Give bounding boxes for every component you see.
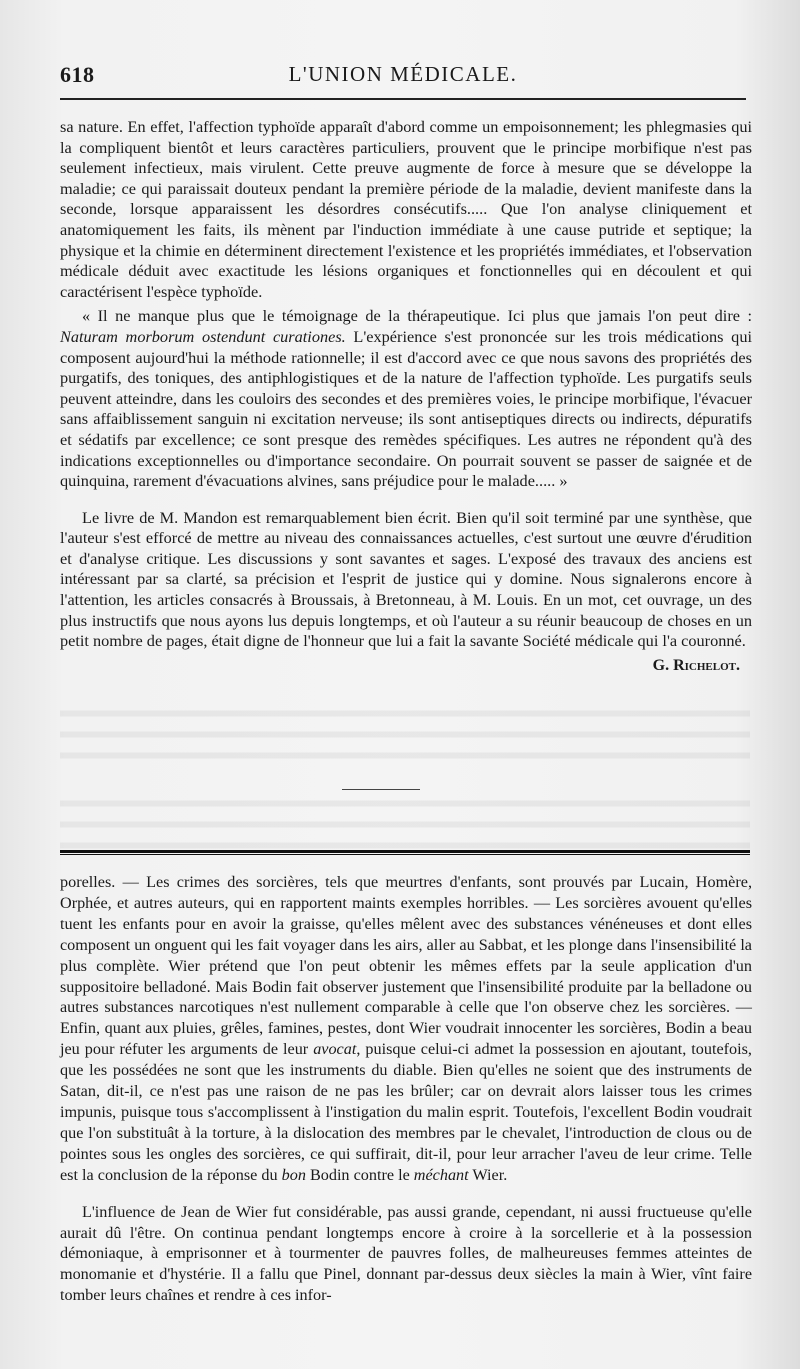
feuilleton-article [60,872,752,1306]
quote-opening: « Il ne manque plus que le témoignage de la thérapeutique. Ici plus que jamais l'on peut dire : [82,306,752,326]
quote-rest: L'expérience s'est prononcée sur les trois médications qui composent aujourd'hui la méthode rationnelle; il est d'accord avec ce que nous savons des propriétés des purgatifs, des toniques, des antiphlogistiques et de la nature de l'affection typhoïde. Les purgatifs seuls peuvent atteindre, dans les couloirs des secondes et des premières voies, le principe morbifique, l'évacuer sans affaiblissement sanguin ni excitation nerveuse; ils sont antiseptiques directs ou indirects, dépuratifs et sédatifs par excellence; ce sont presque des remèdes spécifiques. Les autres ne répondent qu'à des indications exceptionnelles ou d'importance secondaire. On pourrait souvent se passer de saignée et de quinquina, rarement d'évacuations alvines, sans préjudice pour le malade..... » [60,326,752,491]
paragraph-review-conclusion: Le livre de M. Mandon est remarquablement bien écrit. Bien qu'il soit terminé par une synthèse, que l'auteur s'est efforcé de mettre au niveau des connaissances actuelles, c'est surtout une œuvre d'érudition et d'analyse critique. Les discussions y sont savantes et sages. L'exposé des travaux des anciens est intéressant par sa clarté, sa précision et l'esprit de justice qui y domine. Nous signalerons encore à l'attention, les articles consacrés à Broussais, à Bretonneau, à M. Louis. En un mot, cet ouvrage, un des plus instructifs que nous ayons lus depuis longtemps, et où l'auteur a su réunir beaucoup de choses en un petit nombre de pages, était digne de l'honneur que lui a fait la savante Société médicale qui l'a couronné. [60,507,752,651]
paragraph-typhoid-nature: sa nature. En effet, l'affection typhoïde apparaît d'abord comme un empoisonnement; les phlegmasies qui la compliquent bientôt et leurs caractères particuliers, prouvent que le principe morbifique n'est pas seulement infectieux, mais virulent. Cette preuve augmente de force à mesure que se développe la maladie; ce qui paraissait douteux pendant la première période de la maladie, devient manifeste dans la seconde, lorsque apparaissent les désordres consécutifs..... Que l'on analyse cliniquement et anatomiquement les faits, ils mènent par l'induction immédiate à une cause putride et septique; la physique et la chimie en déterminent directement l'existence et les propriétés immédiates, et l'observation médicale déduit avec exactitude les lésions organiques et fonctionnelles qui en découlent et qui caractérisent l'espèce typhoïde. [60,117,752,301]
feuilleton-rule [60,850,750,855]
italic-word-mechant: méchant [413,1165,469,1184]
quote-italic: Naturam morborum ostendunt curationes. [60,326,346,346]
text-segment: , puisque celui-ci admet la possession en ajoutant, toutefois, que les possédées ne sont que les instruments du diable. Bien qu'elles ne soient que des instruments de Satan, dit-il, ce n'est pas une raison de ne pas les brûler; car on devrait alors laisser tous les crimes impunis, puisque tous s'accomplissent à l'instigation du malin esprit. Toutefois, l'excellent Bodin voudrait que l'on substituât à la torture, à la dislocation des membres par le chevalet, l'introduction de clous ou de pointes sous les ongles des sorcières, ce qui suffirait, dit-il, pour leur arracher l'aveu de leur crime. Telle est la conclusion de la réponse du [60,1040,752,1184]
author-signature: G. Richelot. [652,656,740,674]
text-segment: porelles. — Les crimes des sorcières, tels que meurtres d'enfants, sont prouvés par Lucain, Homère, Orphée, et autres auteurs, qui en rapportent maints exemples horribles. — Les sorcières avouent qu'elles tuent les enfants pour en avoir la graisse, qu'elles mêlent avec des substances vénéneuses et dont elles composent un onguent qui les fait voyager dans les airs, aller au Sabbat, et les plonge dans l'insensibilité la plus complète. Wier prétend que l'on peut obtenir les mêmes effets par la seule application d'un suppositoire belladoné. Mais Bodin fait observer justement que l'insensibilité produite par la belladone ou autres substances narcotiques n'est nullement comparable à celle que l'on observe chez les sorcières. — Enfin, quant aux pluies, grêles, famines, pestes, dont Wier voudrait innocenter les sorcières, Bodin a beau jeu pour réfuter les arguments de leur [60,873,752,1059]
main-article [60,117,752,676]
paragraph-witch-crimes [60,872,752,1186]
paragraph-therapeutic-quote [60,306,752,491]
bleed-through-area [60,700,750,760]
page-header [60,62,746,90]
italic-word-avocat: avocat [313,1040,357,1059]
bleed-through-area-2 [60,790,750,850]
header-rule [60,98,746,100]
paragraph-wier-influence: L'influence de Jean de Wier fut considérable, pas aussi grande, cependant, ni aussi fructueuse qu'elle aurait dû l'être. On continua pendant longtemps encore à croire à la sorcellerie et à la possession démoniaque, à emprisonner et à tourmenter de pauvres folles, de malheureuses femmes atteintes de monomanie et d'hystérie. Il a fallu que Pinel, donnant par-dessus deux siècles la main à Wier, vînt faire tomber leurs chaînes et rendre à ces infor- [60,1202,752,1305]
page-number: 618 [60,62,95,87]
text-segment: Bodin contre le [305,1165,414,1184]
italic-word-bon: bon [281,1165,306,1184]
text-segment: Wier. [468,1165,508,1184]
running-title: L'UNION MÉDICALE. [288,62,518,86]
